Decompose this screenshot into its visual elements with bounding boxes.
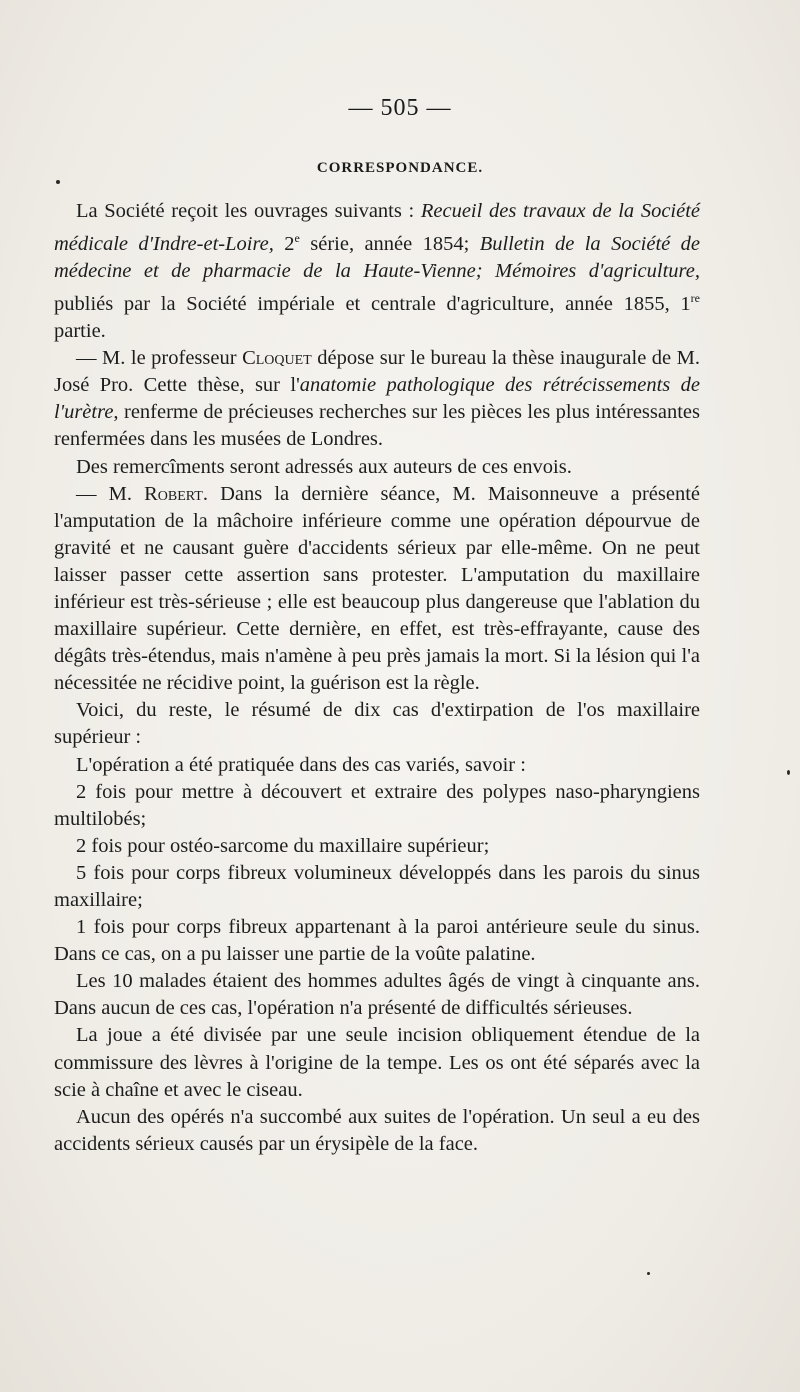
- superscript: re: [690, 291, 700, 306]
- text-run: . Dans la dernière séance, M. Maisonneuve a présenté l'amputation de la mâchoire inférieure comme une opération dépourvue de gravité et ne causant guère d'accidents sérieux par elle-même. On ne peut laisser passer cette assertion sans protester. L'amputation du maxillaire inférieur est très-sérieuse ; elle est beaucoup plus dangereuse que l'ablation du maxillaire supérieur. Cette dernière, en effet, est très-effrayante, cause des dégâts très-étendus, mais n'amène à peu près jamais la mort. Si la lésion qui l'a nécessitée ne récidive point, la guérison est la règle.: [54, 482, 700, 695]
- text-run: — M.: [76, 482, 145, 505]
- paragraph-patients: Les 10 malades étaient des hommes adultes âgés de vingt à cinquante ans. Dans aucun de ces cas, l'opération n'a présenté de difficultés sérieuses.: [54, 970, 700, 1020]
- paragraph-incision: La joue a été divisée par une seule incision obliquement étendue de la commissure des lèvres à l'origine de la tempe. Les os ont été séparés avec la scie à chaîne et avec le ciseau.: [54, 1024, 700, 1101]
- paragraph-cases-intro: L'opération a été pratiquée dans des cas variés, savoir :: [76, 753, 526, 776]
- paragraph-summary-intro: Voici, du reste, le résumé de dix cas d'extirpation de l'os maxillaire supérieur :: [54, 699, 700, 749]
- title-recueil: Recueil des travaux de la Société médicale d'Indre-et-Loire,: [54, 200, 701, 255]
- body-text: [54, 198, 700, 1158]
- paragraph-works-received: [54, 198, 700, 345]
- page-number: — 505 —: [348, 95, 452, 121]
- text-run: , renferme de précieuses recherches sur les pièces les plus intéressantes renfermées dans les musées de Londres.: [54, 401, 700, 451]
- author-name: Cloquet: [242, 347, 312, 370]
- case-item-paroi-anterieure: 1 fois pour corps fibreux appartenant à la paroi antérieure seule du sinus. Dans ce cas, on a pu laisser une partie de la voûte palatine.: [54, 916, 700, 966]
- text-run: La Société reçoit les ouvrages suivants :: [76, 200, 421, 222]
- text-run: série, année 1854;: [299, 232, 480, 255]
- case-item-osteo-sarcome: 2 fois pour ostéo-sarcome du maxillaire supérieur;: [76, 834, 490, 857]
- paragraph-robert: [54, 481, 700, 698]
- section-heading: CORRESPONDANCE.: [316, 160, 484, 176]
- text-run: publiés par la Société impériale et centrale d'agriculture, année 1855, 1: [54, 292, 691, 315]
- print-speck: [56, 180, 60, 184]
- paragraph-thanks: Des remercîments seront adressés aux auteurs de ces envois.: [76, 455, 572, 478]
- print-speck: [787, 770, 790, 775]
- print-speck: [647, 1272, 650, 1275]
- text-run: dépose sur le bureau la thèse inaugurale de M. José Pro. Cette thèse, sur l': [54, 347, 701, 397]
- text-run: — M. le professeur: [76, 347, 243, 370]
- superscript: e: [294, 231, 300, 246]
- paragraph-cloquet: [54, 345, 700, 453]
- author-name: Robert: [144, 482, 203, 505]
- paragraph-outcome: Aucun des opérés n'a succombé aux suites de l'opération. Un seul a eu des accidents sérieux causés par un érysipèle de la face.: [54, 1105, 700, 1155]
- title-bulletin-memoires: Bulletin de la Société de médecine et de pharmacie de la Haute-Vienne; Mémoires d'agriculture,: [54, 232, 700, 283]
- text-run: 2: [273, 232, 295, 255]
- case-item-corps-fibreux: 5 fois pour corps fibreux volumineux développés dans les parois du sinus maxillaire;: [54, 861, 700, 911]
- case-item-polypes: 2 fois pour mettre à découvert et extraire des polypes naso-pharyngiens multilobés;: [54, 780, 700, 830]
- text-run: partie.: [54, 320, 106, 343]
- thesis-title: anatomie pathologique des rétrécissements de l'urètre: [54, 374, 700, 424]
